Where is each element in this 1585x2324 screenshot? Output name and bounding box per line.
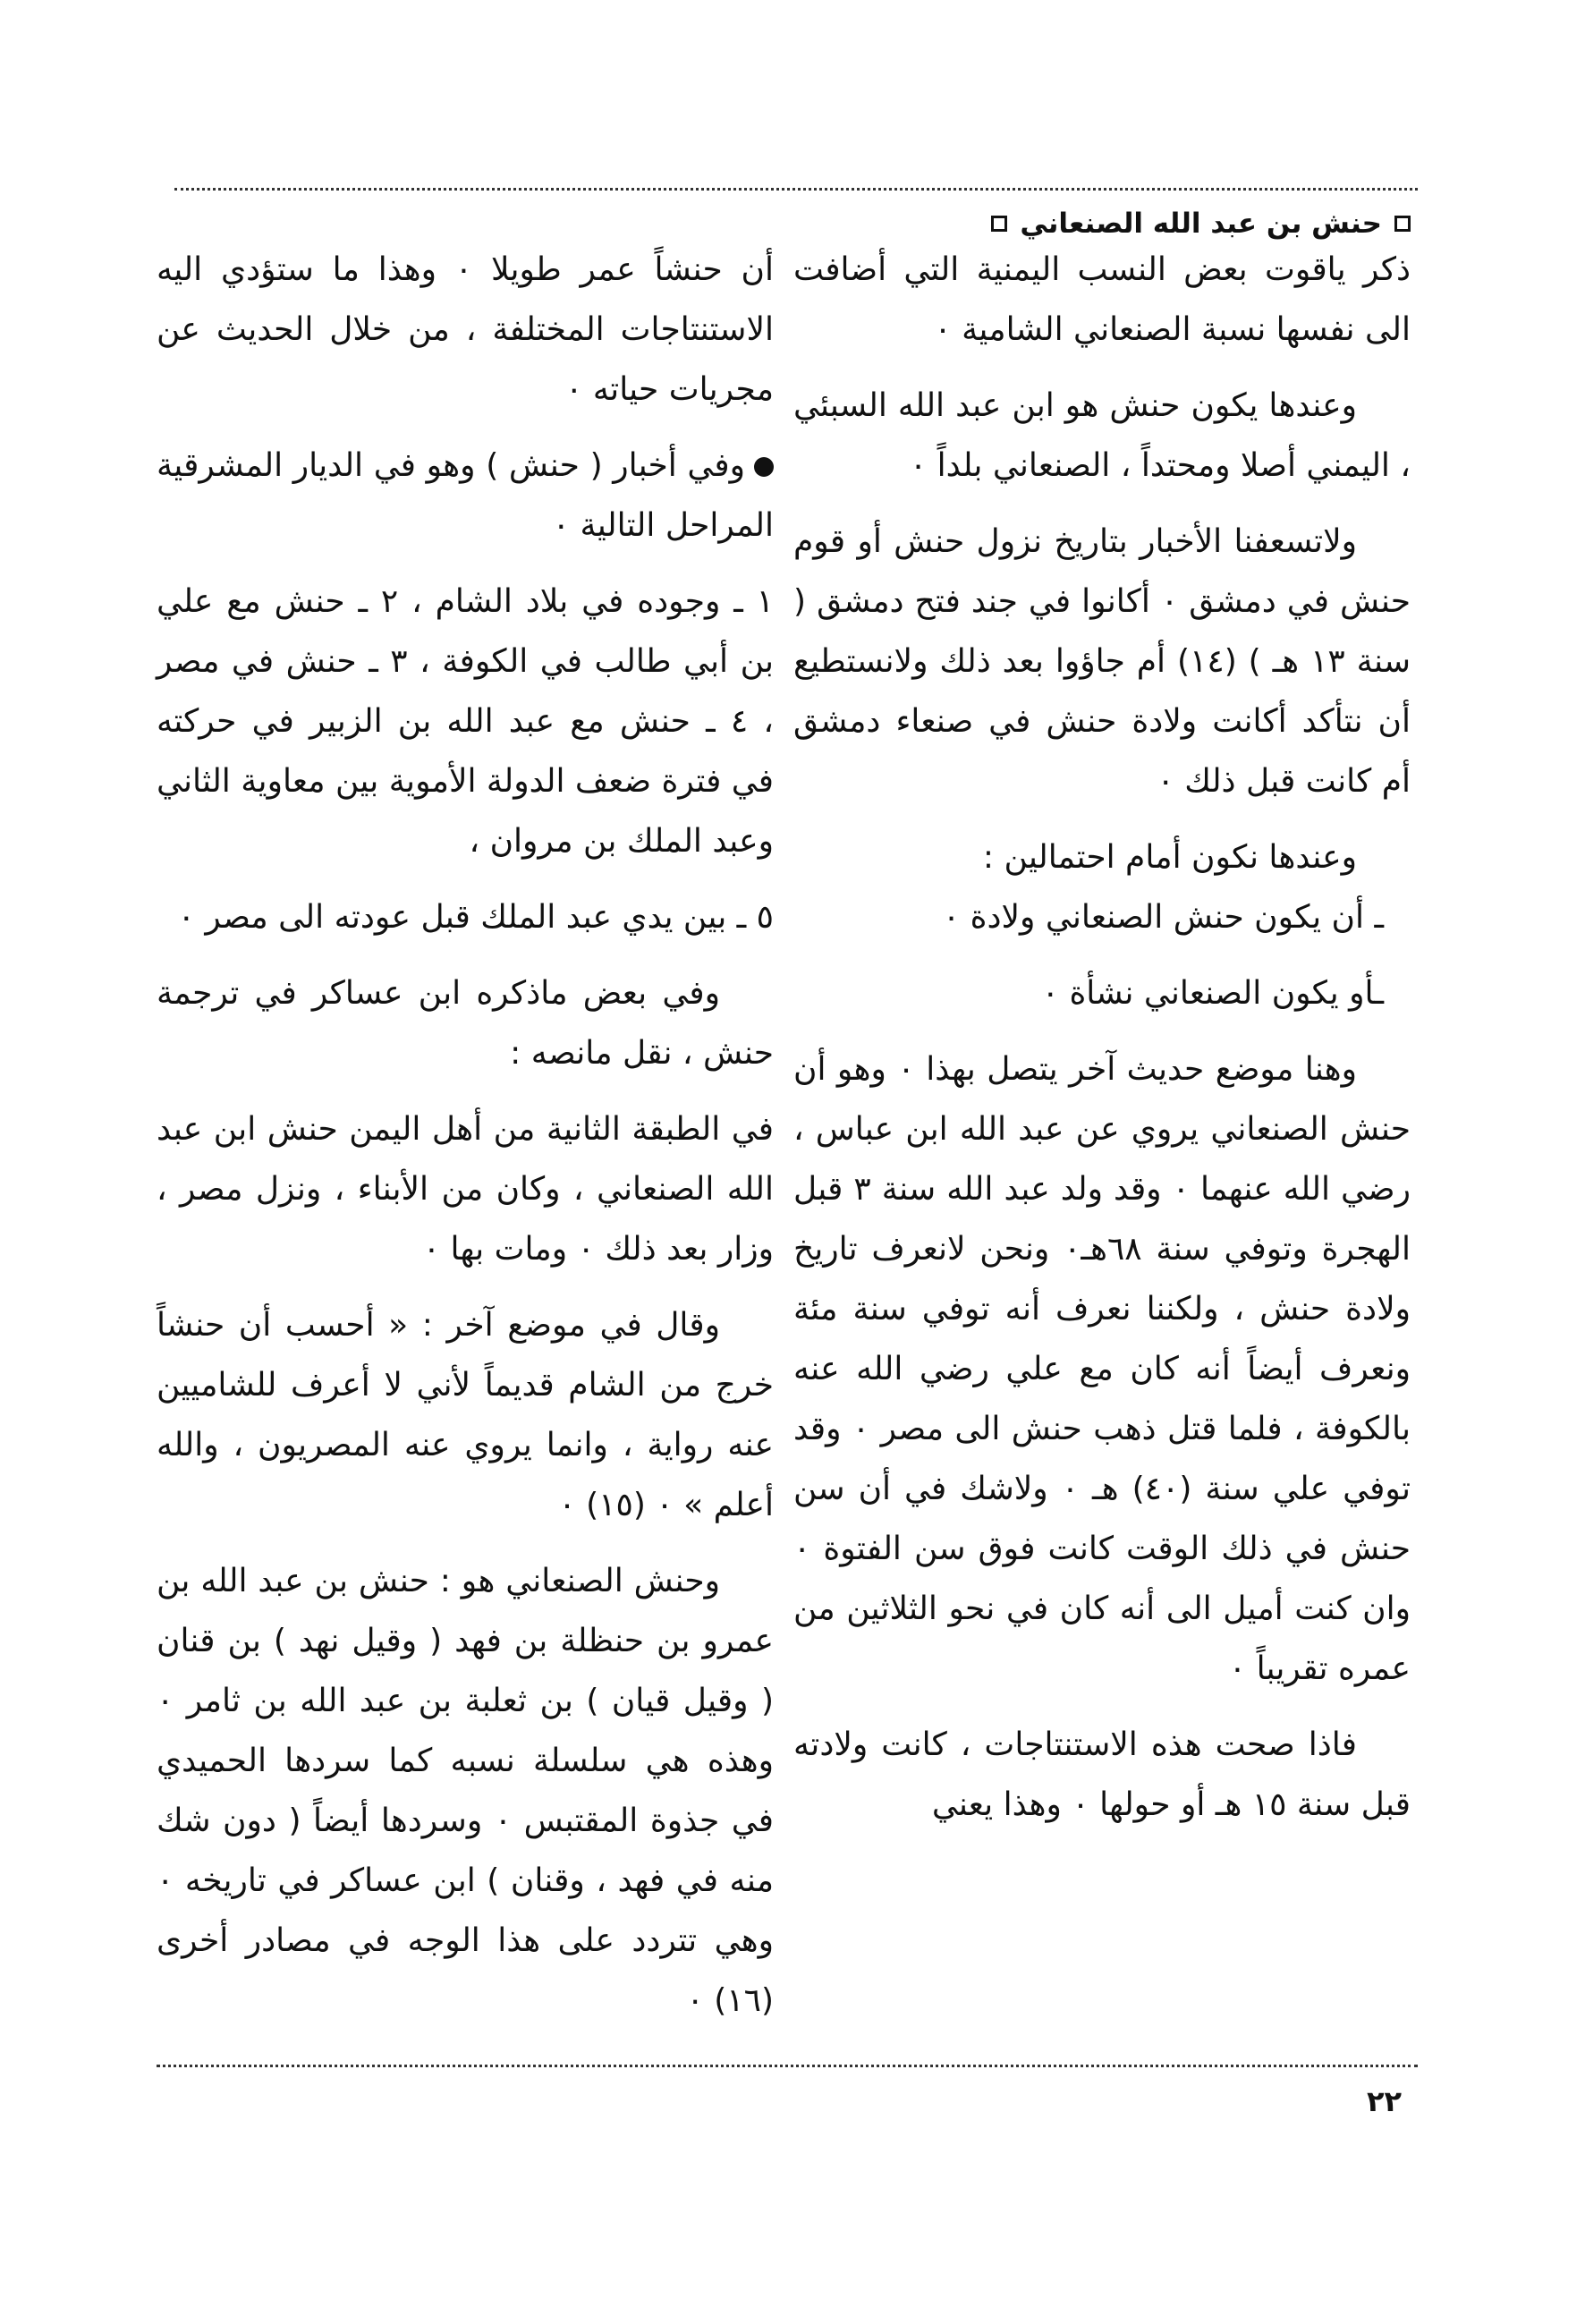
option-line: ـ أن يكون حنش الصنعاني ولادة ٠ <box>942 899 1384 936</box>
bullet-icon <box>754 457 774 477</box>
list-paragraph: ٥ ـ بين يدي عبد الملك قبل عودته الى مصر ٠ <box>177 899 774 936</box>
paragraph: وعندها نكون أمام احتمالين : <box>982 839 1357 876</box>
paragraph: وفي بعض ماذكره ابن عساكر في ترجمة حنش ، نقل مانصه : <box>157 975 774 1072</box>
list-paragraph: ١ ـ وجوده في بلاد الشام ، ٢ ـ حنش مع علي بن أبي طالب في الكوفة ، ٣ ـ حنش في مصر ، ٤ ـ حنش مع عبد الله بن الزبير في حركته في فترة ضعف الدولة الأموية بين معاوية الثاني وعبد الملك بن مروان ، <box>156 583 775 860</box>
paragraph: وهنا موضع حديث آخر يتصل بهذا ٠ وهو أن حنش الصنعاني يروي عن عبد الله ابن عباس ، رضي الله عنهما ٠ وقد ولد عبد الله سنة ٣ قبل الهجرة وتوفي سنة ٦٨هـ٠ ونحن لانعرف تاريخ ولادة حنش ، ولكننا نعرف أنه توفي سنة مئة ونعرف أيضاً أنه كان مع علي رضي الله عنه بالكوفة ، فلما قتل ذهب حنش الى مصر ٠ وقد توفي علي سنة (٤٠) هـ ٠ ولاشك في أن سن حنش في ذلك الوقت كانت فوق سن الفتوة ٠ وان كنت أميل الى أنه كان في نحو الثلاثين من عمره تقريباً ٠ <box>793 1051 1411 1687</box>
right-column <box>793 240 1411 1851</box>
quote-paragraph: في الطبقة الثانية من أهل اليمن حنش ابن عبد الله الصنعاني ، وكان من الأبناء ، ونزل مصر ، وزار بعد ذلك ٠ ومات بها ٠ <box>157 1111 774 1268</box>
running-header <box>991 208 1411 240</box>
paragraph: أن حنشاً عمر طويلا ٠ وهذا ما ستؤدي اليه الاستنتاجات المختلفة ، من خلال الحديث عن مجريات حياته ٠ <box>157 251 774 408</box>
paragraph-text: وفي أخبار ( حنش ) وهو في الديار المشرقية المراحل التالية ٠ <box>157 447 774 544</box>
paragraph <box>157 436 774 556</box>
top-dotted-rule <box>174 188 1418 191</box>
paragraph: وعندها يكون حنش هو ابن عبد الله السبئي ، اليمني أصلا ومحتداً ، الصنعاني بلداً ٠ <box>793 387 1411 484</box>
running-title: حنش بن عبد الله الصنعاني <box>1020 208 1382 240</box>
paragraph: وحنش الصنعاني هو : حنش بن عبد الله بن عمرو بن حنظلة بن فهد ( وقيل نهد ) بن قنان ( وقيل قيان ) بن ثعلبة بن عبد الله بن ثامر ٠ وهذه هي سلسلة نسبه كما سردها الحميدي في جذوة المقتبس ٠ وسردها أيضاً ( دون شك منه في فهد ، وقنان ) ابن عساكر في تاريخه ٠ وهي تتردد على هذا الوجه في مصادر أخرى (١٦) ٠ <box>157 1563 774 2019</box>
box-icon <box>991 216 1007 232</box>
paragraph: ذكر ياقوت بعض النسب اليمنية التي أضافت الى نفسها نسبة الصنعاني الشامية ٠ <box>793 251 1411 348</box>
paragraph: وقال في موضع آخر : « أحسب أن حنشاً خرج من الشام قديماً لأني لا أعرف للشاميين عنه رواية ، وانما يروي عنه المصريون ، والله أعلم » ٠ (١٥) ٠ <box>157 1307 774 1523</box>
option-line: ـأو يكون الصنعاني نشأة ٠ <box>1041 975 1384 1012</box>
paragraph: ولاتسعفنا الأخبار بتاريخ نزول حنش أو قوم حنش في دمشق ٠ أكانوا في جند فتح دمشق ( سنة ١٣ هـ ) (١٤) أم جاؤوا بعد ذلك ولانستطيع أن نتأكد أكانت ولادة حنش في صنعاء دمشق أم كانت قبل ذلك ٠ <box>793 523 1411 800</box>
left-column <box>157 240 774 2047</box>
paragraph: فاذا صحت هذه الاستنتاجات ، كانت ولادته قبل سنة ١٥ هـ أو حولها ٠ وهذا يعني <box>793 1726 1411 1823</box>
bottom-dotted-rule <box>157 2065 1418 2067</box>
box-icon <box>1394 216 1411 232</box>
page-number: ٢٢ <box>1366 2084 1402 2118</box>
